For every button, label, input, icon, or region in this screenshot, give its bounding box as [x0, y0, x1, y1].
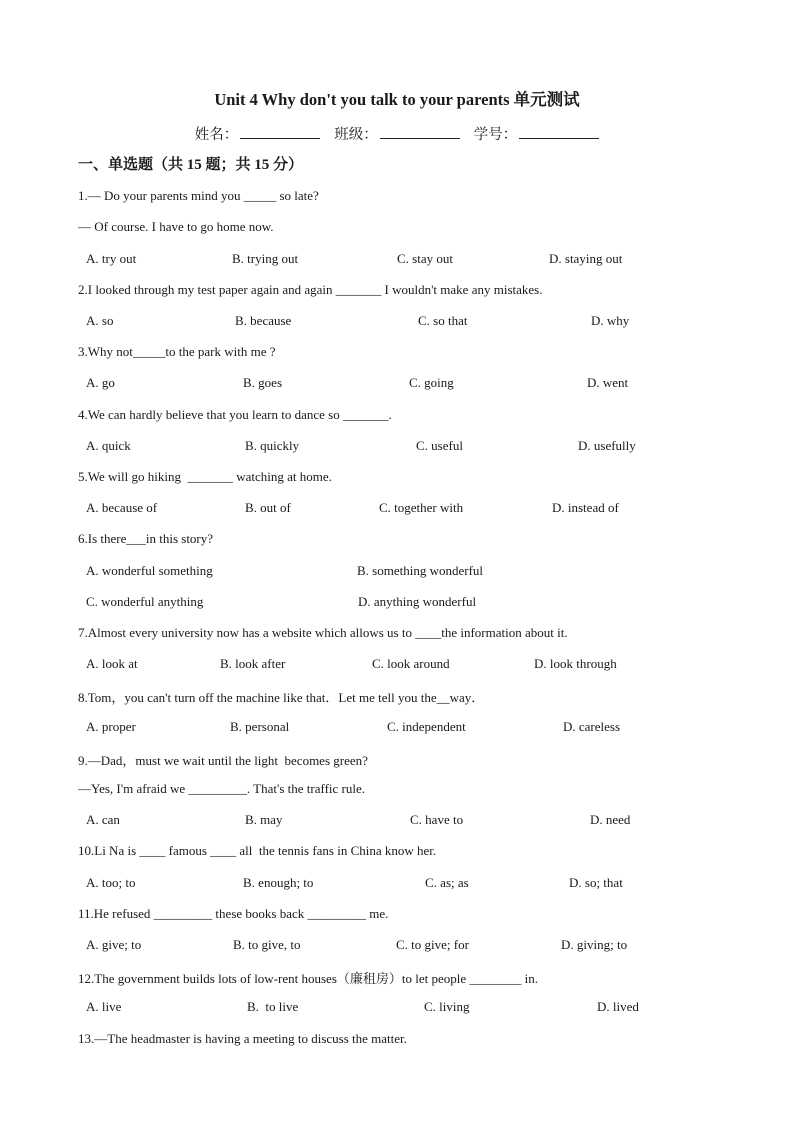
- question-1-stem: 1.— Do your parents mind you _____ so late?: [78, 188, 319, 203]
- question-5-option-c[interactable]: C. together with: [379, 500, 464, 515]
- class-label: 班级：: [334, 127, 378, 143]
- question-3-stem: 3.Why not_____to the park with me ?: [78, 344, 276, 359]
- question-6-option-d[interactable]: D. anything wonderful: [358, 594, 477, 609]
- name-blank[interactable]: [240, 126, 320, 139]
- question-1-option-d[interactable]: D. staying out: [549, 251, 623, 266]
- question-4-option-a[interactable]: A. quick: [86, 438, 131, 453]
- question-9-option-b[interactable]: B. may: [245, 812, 283, 827]
- question-11-option-c[interactable]: C. to give; for: [396, 937, 469, 952]
- question-9-stem: 9.—Dad，must we wait until the light becomes green?: [78, 753, 368, 768]
- question-6-option-b[interactable]: B. something wonderful: [357, 563, 484, 578]
- question-7-stem: 7.Almost every university now has a website which allows us to ____the information about it.: [78, 625, 568, 640]
- question-2-option-c[interactable]: C. so that: [418, 313, 468, 328]
- question-5-stem: 5.We will go hiking _______ watching at home.: [78, 469, 332, 484]
- question-11-stem: 11.He refused _________ these books back _________ me.: [78, 906, 389, 921]
- question-10-stem: 10.Li Na is ____ famous ____ all the tennis fans in China know her.: [78, 843, 437, 858]
- question-9-option-a[interactable]: A. can: [86, 812, 120, 827]
- question-1-reply: — Of course. I have to go home now.: [78, 219, 274, 234]
- question-9-option-d[interactable]: D. need: [590, 812, 631, 827]
- question-5-option-b[interactable]: B. out of: [245, 500, 291, 515]
- question-12-option-c[interactable]: C. living: [424, 999, 470, 1014]
- question-5-option-a[interactable]: A. because of: [86, 500, 158, 515]
- question-10-option-d[interactable]: D. so; that: [569, 875, 623, 890]
- class-blank[interactable]: [380, 126, 460, 139]
- question-11-option-b[interactable]: B. to give, to: [233, 937, 301, 952]
- question-4-option-b[interactable]: B. quickly: [245, 438, 300, 453]
- question-3-option-c[interactable]: C. going: [409, 375, 454, 390]
- question-4-option-d[interactable]: D. usefully: [578, 438, 636, 453]
- question-12-option-d[interactable]: D. lived: [597, 999, 639, 1014]
- question-2-option-d[interactable]: D. why: [591, 313, 630, 328]
- question-8-option-d[interactable]: D. careless: [563, 719, 621, 734]
- question-11-option-a[interactable]: A. give; to: [86, 937, 142, 952]
- question-8-option-c[interactable]: C. independent: [387, 719, 466, 734]
- question-3-option-d[interactable]: D. went: [587, 375, 629, 390]
- question-10-option-b[interactable]: B. enough; to: [243, 875, 314, 890]
- question-12-option-a[interactable]: A. live: [86, 999, 122, 1014]
- question-13-stem: 13.—The headmaster is having a meeting to discuss the matter.: [78, 1031, 407, 1046]
- question-8-option-a[interactable]: A. proper: [86, 719, 136, 734]
- question-2-option-a[interactable]: A. so: [86, 313, 114, 328]
- page-title: Unit 4 Why don't you talk to your parents 单元测试: [214, 90, 580, 109]
- question-12-stem: 12.The government builds lots of low-rent houses（廉租房）to let people ________ in.: [78, 971, 538, 986]
- question-4-option-c[interactable]: C. useful: [416, 438, 463, 453]
- question-3-option-a[interactable]: A. go: [86, 375, 115, 390]
- name-label: 姓名：: [194, 127, 239, 143]
- question-6-option-a[interactable]: A. wonderful something: [86, 563, 213, 578]
- question-12-option-b[interactable]: B. to live: [247, 999, 299, 1014]
- question-8-stem: 8.Tom，you can't turn off the machine like that．Let me tell you the__way．: [78, 690, 485, 705]
- question-9-option-c[interactable]: C. have to: [410, 812, 464, 827]
- question-1-option-b[interactable]: B. trying out: [232, 251, 299, 266]
- question-6-option-c[interactable]: C. wonderful anything: [86, 594, 204, 609]
- question-10-option-c[interactable]: C. as; as: [425, 875, 469, 890]
- question-5-option-d[interactable]: D. instead of: [552, 500, 619, 515]
- question-6-stem: 6.Is there___in this story?: [78, 531, 214, 546]
- question-1-option-c[interactable]: C. stay out: [397, 251, 453, 266]
- question-2-stem: 2.I looked through my test paper again and again _______ I wouldn't make any mistakes.: [78, 282, 543, 297]
- student-info-row: [0, 123, 794, 144]
- question-7-option-d[interactable]: D. look through: [534, 656, 617, 671]
- id-label: 学号：: [473, 127, 518, 143]
- question-2-option-b[interactable]: B. because: [235, 313, 292, 328]
- question-9-reply: —Yes, I'm afraid we _________. That's the traffic rule.: [78, 781, 366, 796]
- question-1-option-a[interactable]: A. try out: [86, 251, 137, 266]
- question-7-option-c[interactable]: C. look around: [372, 656, 450, 671]
- question-4-stem: 4.We can hardly believe that you learn to dance so _______.: [78, 407, 392, 422]
- question-11-option-d[interactable]: D. giving; to: [561, 937, 628, 952]
- question-8-option-b[interactable]: B. personal: [230, 719, 290, 734]
- question-7-option-b[interactable]: B. look after: [220, 656, 286, 671]
- question-7-option-a[interactable]: A. look at: [86, 656, 138, 671]
- id-blank[interactable]: [519, 126, 599, 139]
- question-10-option-a[interactable]: A. too; to: [86, 875, 136, 890]
- question-3-option-b[interactable]: B. goes: [243, 375, 282, 390]
- section-heading: 一、单选题（共 15 题；共 15 分）: [78, 157, 304, 173]
